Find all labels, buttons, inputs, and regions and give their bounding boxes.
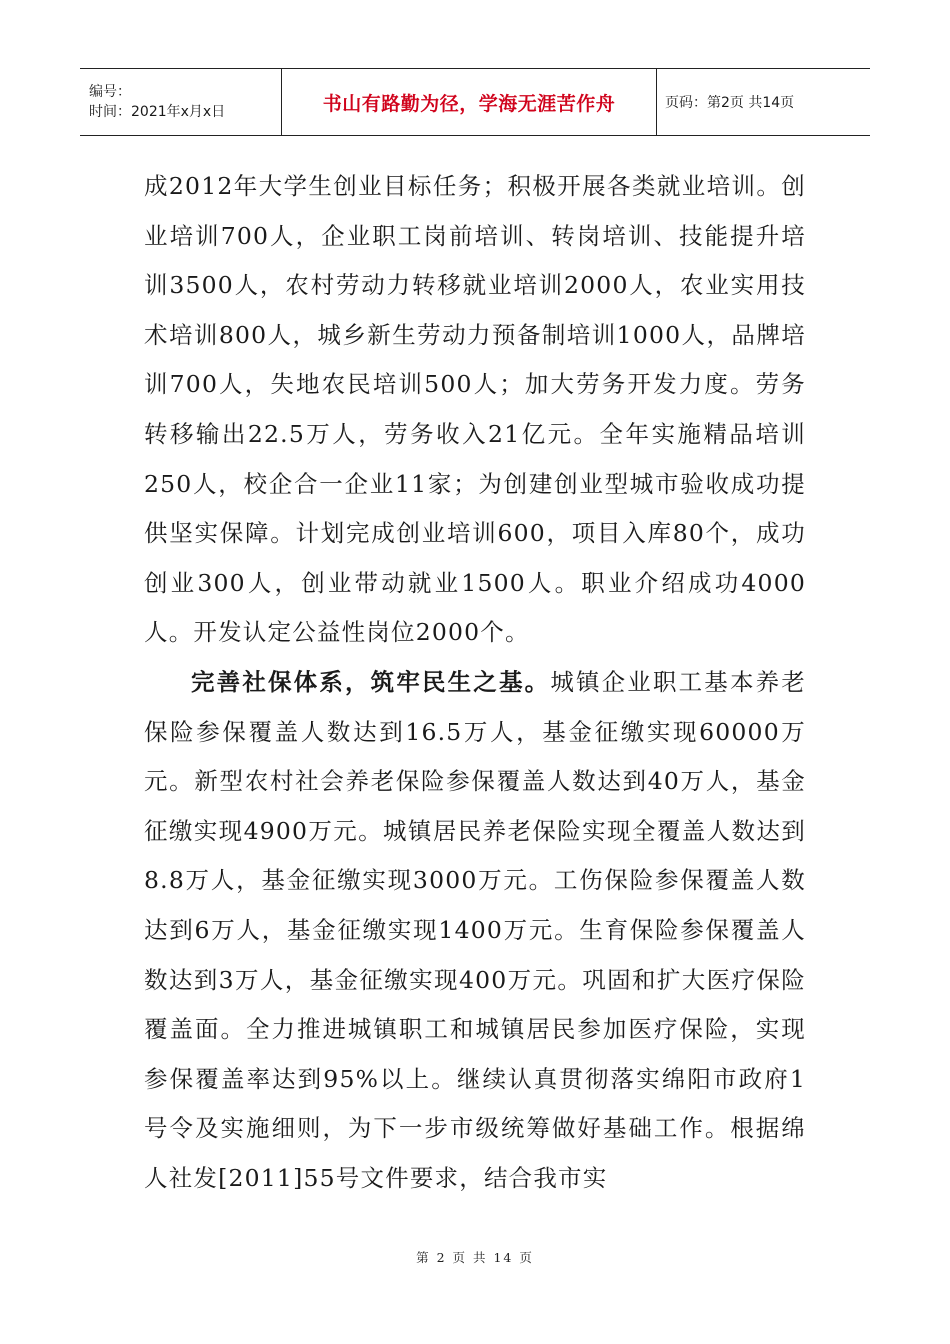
- header-motto: 书山有路勤为径，学海无涯苦作舟: [282, 69, 657, 135]
- document-number-label: 编号：: [89, 84, 131, 100]
- page-header: [80, 68, 870, 136]
- page-footer: 第 2 页 共 14 页: [416, 1250, 534, 1265]
- document-body: [144, 162, 806, 1203]
- body-paragraph-1: 成2012年大学生创业目标任务；积极开展各类就业培训。创业培训700人，企业职工岗前培训、转岗培训、技能提升培训3500人，农村劳动力转移就业培训2000人，农业实用技术培训800人，城乡新生劳动力预备制培训1000人，品牌培训700人，失地农民培训500人；加大劳务开发力度。劳务转移输出22.5万人，劳务收入21亿元。全年实施精品培训250人，校企合一企业11家；为创建创业型城市验收成功提供坚实保障。计划完成创业培训600，项目入库80个，成功创业300人，创业带动就业1500人。职业介绍成功4000人。开发认定公益性岗位2000个。: [144, 172, 806, 647]
- header-meta: [80, 69, 282, 135]
- paragraph-text: 城镇企业职工基本养老保险参保覆盖人数达到16.5万人，基金征缴实现60000万元。新型农村社会养老保险参保覆盖人数达到40万人，基金征缴实现4900万元。城镇居民养老保险实现全覆盖人数达到8.8万人，基金征缴实现3000万元。工伤保险参保覆盖人数达到6万人，基金征缴实现1400万元。生育保险参保覆盖人数达到3万人，基金征缴实现400万元。巩固和扩大医疗保险覆盖面。全力推进城镇职工和城镇居民参加医疗保险，实现参保覆盖率达到95%以上。继续认真贯彻落实绵阳市政府1号令及实施细则，为下一步市级统筹做好基础工作。根据绵人社发[2011]55号文件要求，结合我市实: [144, 667, 806, 1192]
- header-page-info: 页码：第2页 共14页: [665, 95, 795, 111]
- document-date: 时间：2021年x月x日: [89, 104, 226, 120]
- paragraph-heading: 完善社保体系，筑牢民生之基。: [191, 667, 551, 696]
- body-paragraph-2: [144, 658, 806, 1204]
